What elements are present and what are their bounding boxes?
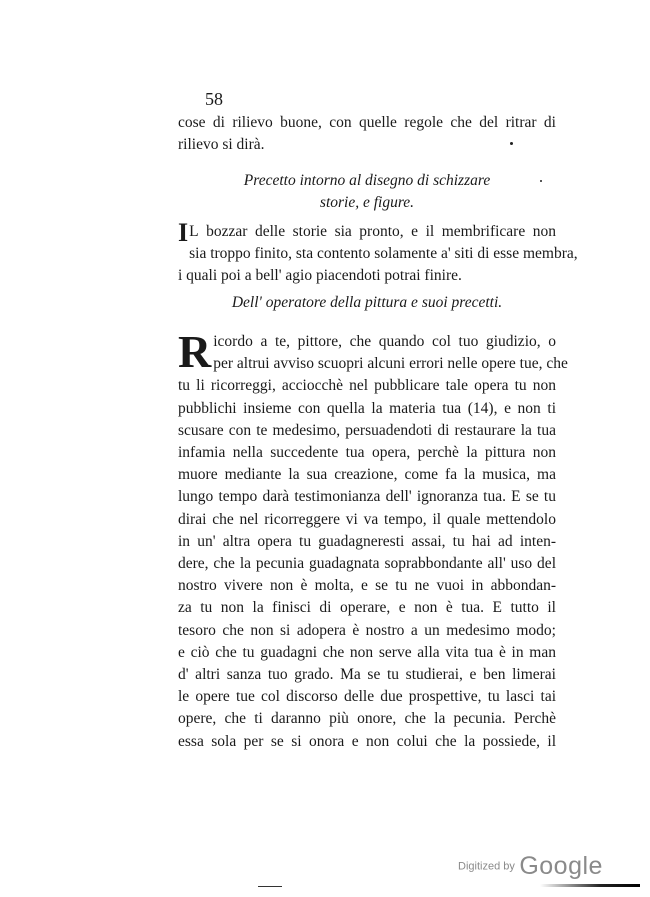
text-line: za tu non la finisci di operare, e non è tua. E tutto il (178, 599, 556, 617)
text-line: infamia nella succedente tua opera, perchè la pittura non (178, 444, 556, 462)
text-line: tu li ricorreggi, acciocchè nel pubblicare tale opera tu non (178, 377, 556, 395)
text-line: tesoro che non si adopera è nostro a un medesimo modo; (178, 621, 556, 639)
continuation-paragraph (178, 112, 556, 156)
ink-speck (540, 180, 542, 182)
text-line: icordo a te, pittore, che quando col tuo giudizio, o (213, 333, 556, 350)
heading-line: Precetto intorno al disegno di schizzare (243, 172, 491, 189)
text-line: muore mediante la sua creazione, come fa la musica, ma (178, 466, 556, 484)
drop-cap-rest: L (189, 223, 199, 240)
watermark-underline (540, 884, 640, 887)
text-line: in un' altra opera tu guadagneresti assai, tu hai ad inten- (178, 532, 556, 550)
text-line: essa sola per se si onora e non colui che la possiede, il (178, 732, 556, 750)
text-line: pubblichi insieme con quella la materia tua (14), e non ti (178, 399, 556, 417)
digitized-by-google-watermark (458, 852, 603, 881)
digitized-label: Digitized by (458, 860, 515, 873)
text-line: dere, che la pecunia guadagnata soprabbondante all' uso del (178, 555, 556, 573)
drop-cap: I (178, 218, 189, 247)
heading-line: storie, e figure. (319, 194, 415, 211)
text-line: cose di rilievo buone, con quelle regole che del ritrar di (178, 114, 556, 131)
section-heading-precetto (178, 170, 556, 214)
text-line: e ciò che tu guadagni che non serve alla vita tua è in man (178, 643, 556, 661)
text-line (178, 218, 556, 247)
text-line: d' altri sanza tuo grado. Ma se tu studierai, e ben limerai (178, 666, 556, 684)
text-line: dirai che nel ricorreggere vi va tempo, il quale mettendolo (178, 510, 556, 528)
paragraph-ricordo (178, 326, 568, 753)
text-line: nostro vivere non è molta, e se tu ne vuoi in abbondan- (178, 577, 556, 595)
text-line-content: bozzar delle storie sia pronto, e il membrificare non (198, 223, 556, 240)
drop-cap: R (178, 326, 212, 377)
text-line: lungo tempo darà testimonianza dell' ignoranza tua. E se tu (178, 488, 556, 506)
ink-speck (510, 142, 513, 145)
page-number: 58 (205, 89, 223, 109)
bottom-rule (258, 886, 282, 887)
text-line: i quali poi a bell' agio piacendoti potrai finire. (178, 267, 462, 285)
paragraph-bozzar (178, 218, 578, 288)
text-line: rilievo si dirà. (178, 136, 265, 154)
section-heading-operatore: Dell' operatore della pittura e suoi precetti. (231, 294, 503, 311)
text-line: sia troppo finito, sta contento solamente a' siti di esse membra, (189, 245, 578, 263)
text-line: per altrui avviso scuopri alcuni errori nelle opere tue, che (213, 355, 568, 373)
google-logo-text: Google (519, 852, 603, 880)
text-line: opere, che ti daranno più onore, che la pecunia. Perchè (178, 710, 556, 728)
text-line: le opere tue col discorso delle due prospettive, tu lasci tai (178, 688, 556, 706)
text-line: scusare con te medesimo, persuadendoti di restaurare la tua (178, 421, 556, 439)
